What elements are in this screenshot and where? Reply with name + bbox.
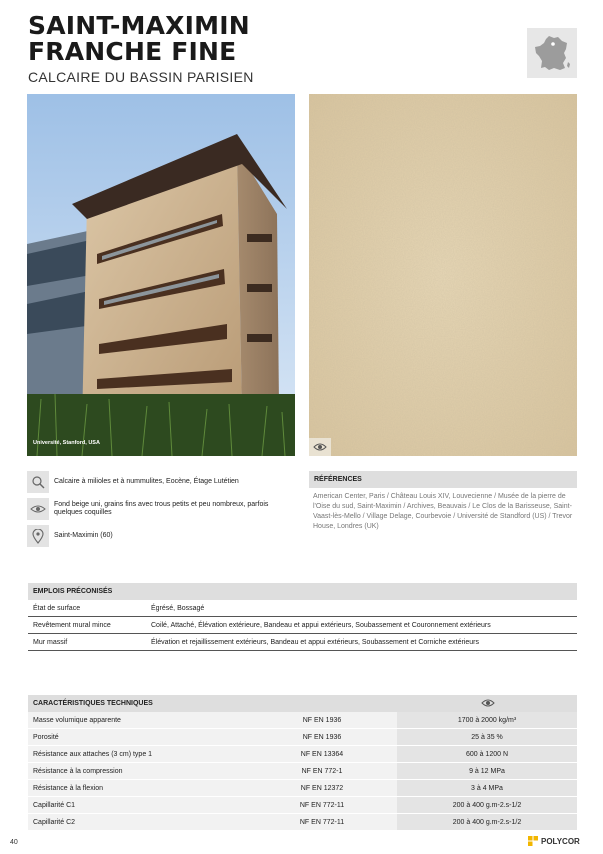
page-title <box>28 13 250 65</box>
tech-heading-label: CARACTÉRISTIQUES TECHNIQUES <box>33 700 153 707</box>
tech-value: 9 à 12 MPa <box>397 763 577 779</box>
emplois-label: Revêtement mural mince <box>33 621 111 629</box>
table-row <box>28 814 577 831</box>
tech-value: 1700 à 2000 kg/m³ <box>397 712 577 728</box>
tech-value: 25 à 35 % <box>397 729 577 745</box>
tech-label: Résistance à la compression <box>28 763 247 779</box>
emplois-value: Coilé, Attaché, Élévation extérieure, Bandeau et appui extérieurs, Soubassement et Couronnement extérieurs <box>151 621 491 629</box>
emplois-heading <box>28 583 577 600</box>
tech-label: Capillarité C2 <box>28 814 247 830</box>
table-row <box>28 746 577 763</box>
eye-icon-box <box>27 498 49 520</box>
magnifier-icon <box>31 475 45 489</box>
page-subtitle: CALCAIRE DU BASSIN PARISIEN <box>28 69 254 85</box>
magnifier-icon-box <box>27 471 49 493</box>
building-illustration <box>27 94 295 456</box>
table-row <box>28 797 577 814</box>
tech-norm: NF EN 13364 <box>247 746 397 762</box>
emplois-label: État de surface <box>33 604 81 612</box>
property-composition <box>27 470 295 494</box>
eye-icon <box>313 442 327 452</box>
emplois-value: Élévation et rejaillissement extérieurs, Bandeau et appui extérieurs, Soubassement et Corniche extérieurs <box>151 638 480 646</box>
brand-logo <box>528 836 580 846</box>
texture-view-badge <box>309 438 331 456</box>
tech-label: Porosité <box>28 729 247 745</box>
tech-label: Capillarité C1 <box>28 797 247 813</box>
title-line-2: FRANCHE FINE <box>28 37 237 66</box>
building-photo <box>27 94 295 456</box>
tech-label: Masse volumique apparente <box>28 712 247 728</box>
title-line-1: SAINT-MAXIMIN <box>28 11 250 40</box>
property-text: Calcaire à milioles et à nummulites, Eocène, Étage Lutétien <box>54 478 239 485</box>
tech-value: 600 à 1200 N <box>397 746 577 762</box>
table-row <box>28 600 577 617</box>
polycor-logo-icon <box>528 836 538 846</box>
france-map <box>527 28 577 78</box>
property-appearance <box>27 497 295 521</box>
references-text: American Center, Paris / Château Louis XIV, Louvecienne / Musée de la pierre de l'Oise du sud, Saint-Maximin / Archives, Beauvais / Le Clos de la Barisseuse, Saint-Vaast-lès-Mello / Village Delage, Courbevoie / Université de Standford (US) / Trevor House, Londres (UK) <box>313 493 573 530</box>
emplois-table <box>28 600 577 651</box>
stone-texture <box>309 94 577 456</box>
emplois-heading-label: EMPLOIS PRÉCONISÉS <box>33 588 113 595</box>
location-pin-icon-box <box>27 525 49 547</box>
tech-label: Résistance à la flexion <box>28 780 247 796</box>
property-text: Saint-Maximin (60) <box>54 532 113 539</box>
references-heading: RÉFÉRENCES <box>309 471 577 488</box>
tech-value: 200 à 400 g.m-2.s-1/2 <box>397 814 577 830</box>
table-row <box>28 634 577 651</box>
stone-texture-image <box>309 94 577 456</box>
location-pin-icon <box>32 529 44 544</box>
stone-properties <box>27 470 295 551</box>
table-row <box>28 729 577 746</box>
tech-norm: NF EN 12372 <box>247 780 397 796</box>
table-row <box>28 763 577 780</box>
tech-label: Résistance aux attaches (3 cm) type 1 <box>28 746 247 762</box>
page-number: 40 <box>10 839 18 846</box>
tech-table <box>28 712 577 831</box>
tech-value: 200 à 400 g.m-2.s-1/2 <box>397 797 577 813</box>
table-row <box>28 712 577 729</box>
eye-icon <box>481 698 495 708</box>
property-text: Fond beige uni, grains fins avec trous petits et peu nombreux, parfois quelques coquilles <box>54 501 269 516</box>
property-location <box>27 524 295 548</box>
tech-heading <box>28 695 577 712</box>
eye-icon <box>30 504 46 514</box>
tech-norm: NF EN 772-1 <box>247 763 397 779</box>
table-row <box>28 617 577 634</box>
table-row <box>28 780 577 797</box>
emplois-value: Égrésé, Bossagé <box>151 604 205 612</box>
photo-caption: Université, Stanford, USA <box>33 440 100 446</box>
emplois-label: Mur massif <box>33 638 68 646</box>
tech-norm: NF EN 772-11 <box>247 797 397 813</box>
tech-norm: NF EN 772-11 <box>247 814 397 830</box>
brand-name: POLYCOR <box>541 836 580 846</box>
france-map-icon <box>527 28 577 78</box>
tech-norm: NF EN 1936 <box>247 712 397 728</box>
tech-norm: NF EN 1936 <box>247 729 397 745</box>
tech-value: 3 à 4 MPa <box>397 780 577 796</box>
